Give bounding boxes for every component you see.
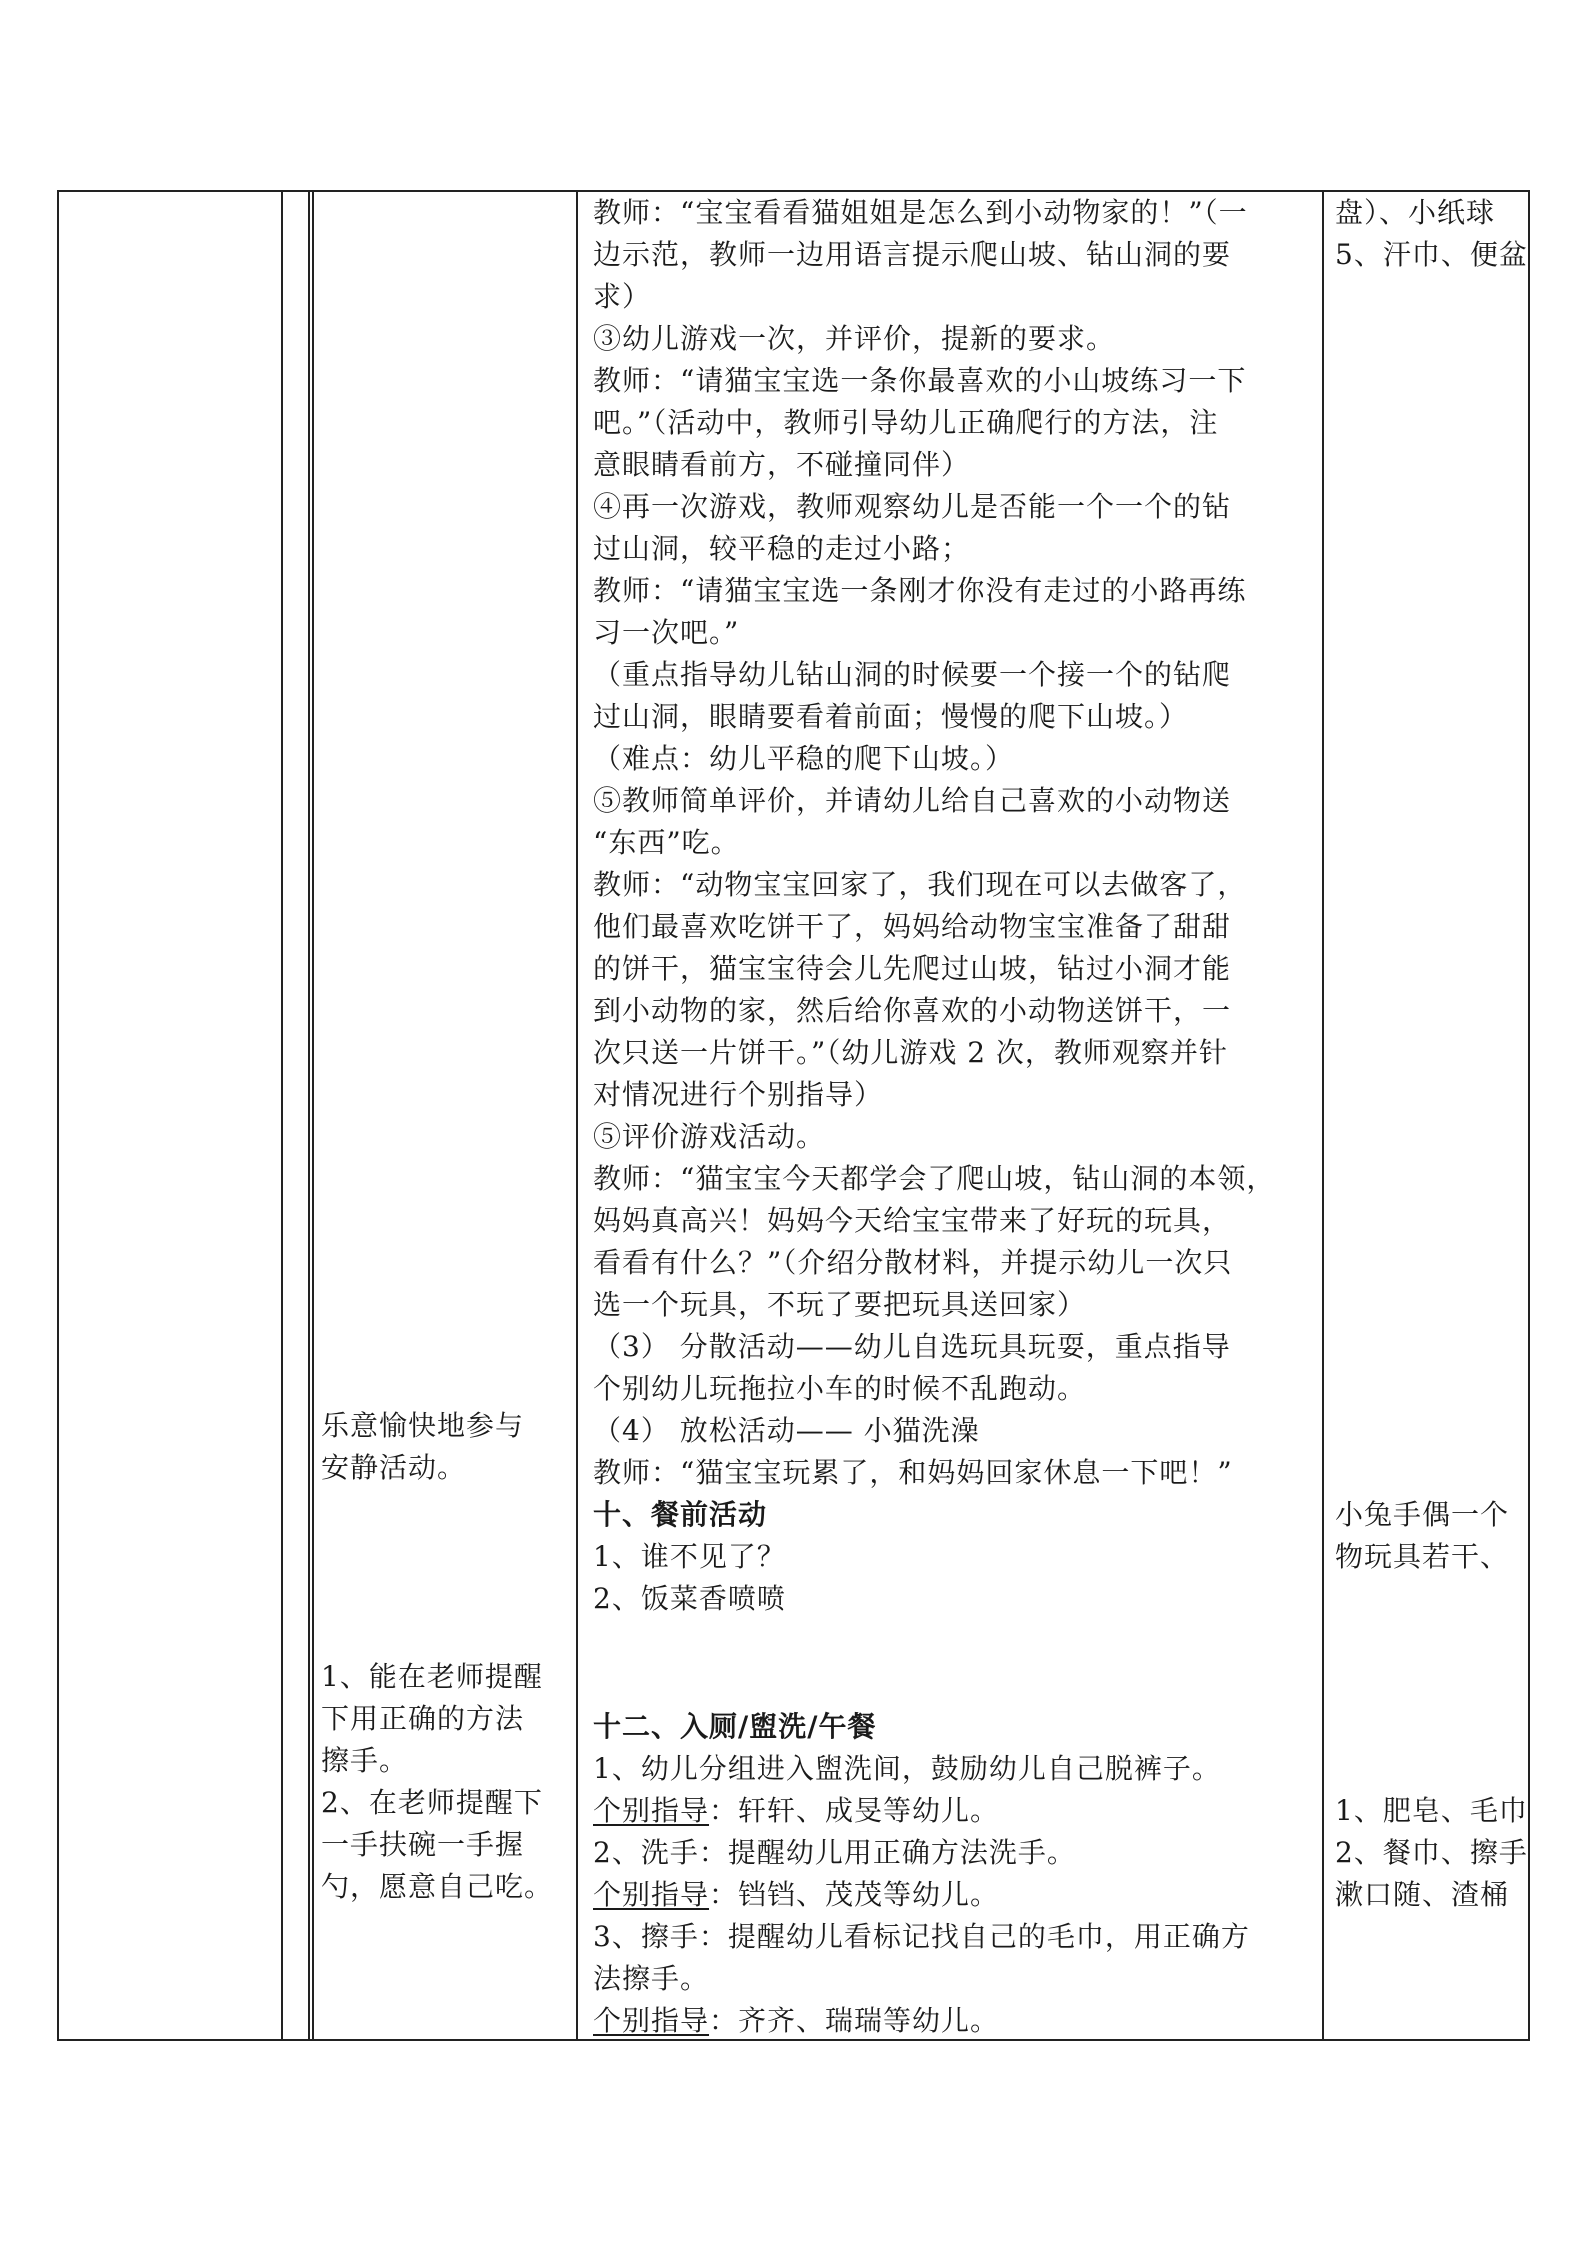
section-title: 十二、入厕/盥洗/午餐 (593, 1710, 877, 1743)
process-line: 选一个玩具，不玩了要把玩具送回家） (593, 1288, 1087, 1321)
process-line: ⑤教师简单评价，并请幼儿给自己喜欢的小动物送 (593, 784, 1232, 817)
process-line: （难点：幼儿平稳的爬下山坡。） (593, 742, 1015, 775)
goal-text: 勺，愿意自己吃。 (321, 1870, 554, 1903)
process-line: 边示范，教师一边用语言提示爬山坡、钻山洞的要 (593, 238, 1232, 271)
process-line: 习一次吧。” (593, 616, 740, 649)
process-line: 妈妈真高兴！妈妈今天给宝宝带来了好玩的玩具， (593, 1204, 1232, 1237)
process-line: 意眼睛看前方，不碰撞同伴） (593, 448, 971, 481)
table-left-border (57, 190, 59, 2041)
guidance-line (593, 2000, 999, 2041)
section-title: 十、餐前活动 (593, 1498, 768, 1531)
process-line: 法擦手。 (593, 1962, 710, 1995)
process-line: 1、幼儿分组进入盥洗间，鼓励幼儿自己脱裤子。 (593, 1752, 1221, 1785)
process-line: （重点指导幼儿钻山洞的时候要一个接一个的钻爬 (593, 658, 1232, 691)
process-line: 他们最喜欢吃饼干了，妈妈给动物宝宝准备了甜甜 (593, 910, 1232, 943)
process-line: 看看有什么？”（介绍分散材料，并提示幼儿一次只 (593, 1246, 1233, 1279)
goal-text: 2、在老师提醒下 (321, 1786, 543, 1819)
goal-text: 1、能在老师提醒 (321, 1660, 543, 1693)
guidance-text: ：轩轩、成旻等幼儿。 (709, 1794, 1000, 1827)
goals-cell (315, 190, 573, 2041)
process-line: 教师：“猫宝宝今天都学会了爬山坡，钻山洞的本领， (593, 1162, 1276, 1195)
process-line: 到小动物的家，然后给你喜欢的小动物送饼干，一 (593, 994, 1232, 1027)
process-line: （4） 放松活动—— 小猫洗澡 (593, 1414, 980, 1447)
material-text: 小兔手偶一个 (1335, 1498, 1510, 1531)
column-divider (312, 190, 314, 2041)
process-line: ④再一次游戏，教师观察幼儿是否能一个一个的钻 (593, 490, 1232, 523)
process-line: 教师：“请猫宝宝选一条刚才你没有走过的小路再练 (593, 574, 1247, 607)
material-text: 盘）、小纸球 (1335, 196, 1496, 229)
material-text: 5、汗巾、便盆 (1335, 238, 1528, 271)
process-line: 教师：“猫宝宝玩累了，和妈妈回家休息一下吧！” (593, 1456, 1233, 1489)
guidance-text: ：铛铛、茂茂等幼儿。 (709, 1878, 1000, 1911)
process-line: 个别幼儿玩拖拉小车的时候不乱跑动。 (593, 1372, 1087, 1405)
process-line: 过山洞，较平稳的走过小路； (593, 532, 971, 565)
column-divider (1322, 190, 1324, 2041)
material-text: 物玩具若干、 (1335, 1540, 1510, 1573)
guidance-label: 个别指导 (593, 1878, 710, 1911)
process-line: 教师：“请猫宝宝选一条你最喜欢的小山坡练习一下 (593, 364, 1247, 397)
guidance-label: 个别指导 (593, 2004, 710, 2037)
column-divider (576, 190, 578, 2041)
lesson-plan-table (57, 190, 1530, 2041)
process-line: 的饼干，猫宝宝待会儿先爬过山坡，钻过小洞才能 (593, 952, 1232, 985)
guidance-line (593, 1874, 999, 1916)
process-line: 次只送一片饼干。”（幼儿游戏 2 次，教师观察并针 (593, 1036, 1228, 1069)
goal-text: 擦手。 (321, 1744, 409, 1777)
goal-text: 乐意愉快地参与 (321, 1409, 525, 1442)
process-line: ③幼儿游戏一次，并评价，提新的要求。 (593, 322, 1116, 355)
process-cell (587, 190, 1313, 2041)
process-line: ⑤评价游戏活动。 (593, 1120, 826, 1153)
process-line: 教师：“宝宝看看猫姐姐是怎么到小动物家的！”（一 (593, 196, 1248, 229)
material-text: 1、肥皂、毛巾 (1335, 1794, 1528, 1827)
process-line: 求） (593, 280, 652, 313)
process-line: “东西”吃。 (593, 826, 740, 859)
guidance-label: 个别指导 (593, 1794, 710, 1827)
materials-cell (1329, 190, 1531, 2041)
material-text: 2、餐巾、擦手 (1335, 1836, 1528, 1869)
goal-text: 下用正确的方法 (321, 1702, 525, 1735)
process-line: 2、饭菜香喷喷 (593, 1582, 786, 1615)
process-line: 对情况进行个别指导） (593, 1078, 884, 1111)
process-line: 教师：“动物宝宝回家了，我们现在可以去做客了， (593, 868, 1247, 901)
column-divider (281, 190, 283, 2041)
goal-text: 一手扶碗一手握 (321, 1828, 525, 1861)
goal-text: 安静活动。 (321, 1451, 467, 1484)
process-line: 1、谁不见了？ (593, 1540, 786, 1573)
guidance-text: ：齐齐、瑞瑞等幼儿。 (709, 2004, 1000, 2037)
column-divider (308, 190, 310, 2041)
guidance-line (593, 1790, 999, 1832)
process-line: 3、擦手：提醒幼儿看标记找自己的毛巾，用正确方 (593, 1920, 1250, 1953)
process-line: 2、洗手：提醒幼儿用正确方法洗手。 (593, 1836, 1076, 1869)
process-line: （3） 分散活动——幼儿自选玩具玩耍，重点指导 (593, 1330, 1231, 1363)
process-line: 吧。”（活动中，教师引导幼儿正确爬行的方法，注 (593, 406, 1219, 439)
material-text: 漱口随、渣桶 (1335, 1878, 1510, 1911)
process-line: 过山洞，眼睛要看着前面；慢慢的爬下山坡。） (593, 700, 1189, 733)
